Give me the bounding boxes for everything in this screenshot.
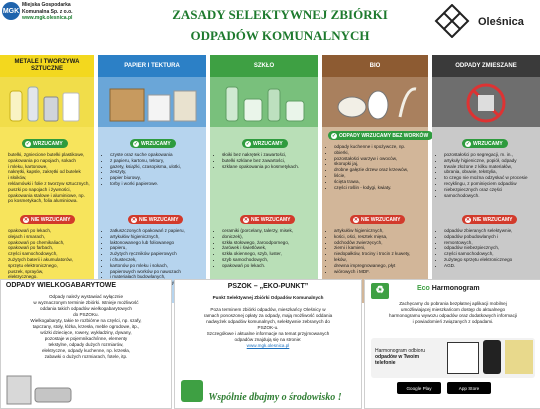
list-item: • artykułów higienicznych, xyxy=(110,234,212,240)
app-text xyxy=(367,301,539,325)
column-body xyxy=(0,127,94,303)
text-line: wózki dziecięce, rowery, wykładziny, dywany, xyxy=(40,330,132,335)
promo-text xyxy=(375,348,439,366)
yes-list xyxy=(326,144,434,190)
text-line: nadwyżek odpadów komunalnych, selektywnie zebranych do xyxy=(206,319,330,324)
glass-jars-icon xyxy=(210,77,318,127)
text-line: tekstylne, odpady dużych rozmiarów, xyxy=(48,342,124,347)
company-line-2: Komunalna Sp. z o.o. xyxy=(22,8,73,15)
promo-line-2: odpadów w Twoim telefonie xyxy=(375,354,420,366)
column-body xyxy=(98,127,206,303)
list-item: • i chusteczek, xyxy=(110,257,212,263)
check-icon: ✓ xyxy=(245,140,251,147)
list-item: • części samochodowych, xyxy=(8,251,92,257)
list-item: • szkła stołowego, żaroodpornego, xyxy=(222,240,324,246)
text-line: Wielkogabaryty, takie te rozbiórne na części, np. szafy, xyxy=(30,318,142,323)
list-item: • opakowań po lekach. xyxy=(222,263,324,269)
list-item: • elektrycznego. xyxy=(8,274,92,280)
bulky-waste-panel xyxy=(0,279,172,409)
metals-plastics-image xyxy=(0,77,94,127)
cross-icon: ✕ xyxy=(243,216,249,223)
list-item: • zużytych ręczników papierowych xyxy=(110,251,212,257)
list-item: • części roślin - łodygi, kwiaty. xyxy=(334,185,434,191)
column-mixed xyxy=(432,55,540,303)
bulky-title: ODPADY WIELKOGABARYTOWE xyxy=(5,282,117,289)
column-metals-plastics xyxy=(0,55,94,303)
check-icon: ✓ xyxy=(133,140,139,147)
list-item: • odpadów pobudowlanych i xyxy=(444,234,540,240)
google-play-button[interactable]: Google Play xyxy=(397,382,441,394)
list-item: • szklane opakowania po kosmetykach. xyxy=(222,164,322,170)
list-item: • sprzętu elektronicznego, xyxy=(8,263,92,269)
list-item: • artykułów higienicznych, xyxy=(334,228,434,234)
text-line: oddania takich odpadów wielkogabarytowych xyxy=(40,306,132,311)
list-item: • i słoików, xyxy=(8,175,92,181)
list-item: • nakrętki, kapsle, zakrętki od butelek xyxy=(8,169,92,175)
mgk-logo xyxy=(2,2,20,20)
no-badge xyxy=(350,215,405,224)
list-item: • szyb samochodowych, xyxy=(222,257,324,263)
list-item: • kości, ości, resztek mięsa, xyxy=(334,234,434,240)
check-icon: ✓ xyxy=(331,132,337,139)
no-badge xyxy=(240,215,295,224)
list-item: • skorupki jaj, xyxy=(334,161,434,167)
cross-icon: ✕ xyxy=(353,216,359,223)
list-item: • szkła okiennego, szyb, luster, xyxy=(222,251,324,257)
list-item: • ubrania, obuwie, tekstylia, xyxy=(444,169,540,175)
cross-icon: ✕ xyxy=(131,216,137,223)
list-item: • opakowania po napojach, sokach xyxy=(8,158,92,164)
list-item: • odchodów zwierzęcych, xyxy=(334,240,434,246)
list-item: • opakowań po chemikaliach, xyxy=(8,240,92,246)
bins-icon xyxy=(505,340,533,374)
list-item: • opakowań po lekach, xyxy=(8,228,92,234)
no-badge xyxy=(462,215,517,224)
yes-list xyxy=(214,152,322,169)
yes-label: WRZUCAMY xyxy=(141,140,171,147)
list-item: • pozostałości warzyw i owoców, xyxy=(334,156,434,162)
list-item: • butelki, zgniecione butelki plastikowe, xyxy=(8,152,92,158)
check-icon: ✓ xyxy=(465,140,471,147)
yes-label: WRZUCAMY xyxy=(473,140,503,147)
list-item: • zużytego sprzętu elektronicznego xyxy=(444,257,540,263)
qr-code-icon xyxy=(447,342,479,374)
list-item: • zużytych baterii i akumulatorów, xyxy=(8,257,92,263)
text-line: pozostaje w pojemnikach/inne, elementy xyxy=(44,336,128,341)
phone-icon xyxy=(483,340,501,374)
column-title: BIO xyxy=(322,55,428,77)
column-title: PAPIER I TEKTURA xyxy=(98,55,206,77)
mixed-waste-icon xyxy=(432,77,540,127)
no-label: NIE WRZUCAMY xyxy=(31,216,71,223)
list-item: • zeszyty, xyxy=(110,169,210,175)
no-list xyxy=(436,228,540,269)
list-item: • puszki po napojach i żywności, xyxy=(8,187,92,193)
column-bio xyxy=(322,55,428,303)
pszok-link[interactable]: www.mgk.olesnica.pl xyxy=(246,343,290,348)
yes-label: ODPADY WRZUCAMY BEZ WORKÓW xyxy=(339,132,429,139)
city-name: Oleśnica xyxy=(478,16,524,28)
page-title xyxy=(130,4,430,46)
list-item: • i materiałach budowlanych, xyxy=(110,274,212,280)
app-promo xyxy=(371,338,535,378)
list-item: • niebezpiecznych oraz części xyxy=(444,187,540,193)
promo-line-1: Harmonogram odbioru xyxy=(375,348,426,354)
text-line: tapczany, stoły, łóżka, krzesła, meble ogrodowe, itp., xyxy=(32,324,140,329)
no-label: NIE WRZUCAMY xyxy=(251,216,291,223)
list-item: • doniczek), xyxy=(222,234,324,240)
list-item: • części samochodowych, xyxy=(444,251,540,257)
list-item: • to czego nie można odzyskać w procesie xyxy=(444,175,540,181)
no-list xyxy=(214,228,324,269)
column-body xyxy=(322,127,428,303)
list-item: • gazety, książki, czasopisma, ulotki, xyxy=(110,164,210,170)
column-glass xyxy=(210,55,318,303)
text-line: Odpady należy wystawiać wyłącznie xyxy=(48,294,124,299)
list-item: • reklamówki i folie z tworzyw sztucznych, xyxy=(8,181,92,187)
yes-list xyxy=(102,152,210,187)
text-line: PSZOK-u. xyxy=(257,325,279,330)
list-item: • opakowań po farbach, xyxy=(8,245,92,251)
list-item: • papieru, xyxy=(110,245,212,251)
no-label: NIE WRZUCAMY xyxy=(139,216,179,223)
list-item: • puszek, sprayów, xyxy=(8,269,92,275)
paper-boxes-icon xyxy=(98,77,206,127)
list-item: • odpady kuchenne i spożywcze, np. xyxy=(334,144,434,150)
list-item: • zatłuszczonych opakowań z papieru, xyxy=(110,228,212,234)
list-item: • niedopałków, trociny i trocin z kuwety, xyxy=(334,251,434,257)
glass-image xyxy=(210,77,318,127)
city-logo xyxy=(430,4,540,38)
list-item: • remontowych, xyxy=(444,240,540,246)
no-list xyxy=(0,228,92,280)
app-title-prefix: Eco xyxy=(417,285,430,292)
list-item: • torby i worki papierowe. xyxy=(110,181,210,187)
company-info xyxy=(22,2,73,22)
text-line: odpadów znajdują się na stronie: xyxy=(234,337,302,342)
pszok-panel xyxy=(174,279,362,409)
list-item: • po kosmetykach, folia aluminiowa. xyxy=(8,198,92,204)
list-item: • laktonowanego lub foliowanego xyxy=(110,240,212,246)
list-item: • recyklingu, z pominięciem odpadów xyxy=(444,181,540,187)
list-item: • drobne gałęzie drzew oraz krzewów, xyxy=(334,167,434,173)
list-item: • liście, xyxy=(334,173,434,179)
eco-app-icon: ♻ xyxy=(371,283,389,299)
list-item: • odpadów zbieranych selektywnie, xyxy=(444,228,540,234)
list-item: • ziemi i kamieni, xyxy=(334,245,434,251)
text-line: do PSZOKu. xyxy=(73,312,99,317)
check-icon: ✓ xyxy=(25,140,31,147)
text-line: elektryczne, odpady kuchenne, np. krzesła, xyxy=(41,348,131,353)
list-item: • ceramiki (porcelany, talerzy, misek, xyxy=(222,228,324,234)
title-line-2: ODPADÓW KOMUNALNYCH xyxy=(190,28,370,43)
list-item: • papier biurowy, xyxy=(110,175,210,181)
list-item: • z papieru, kartonu, tektury, xyxy=(110,158,210,164)
text-line: Poza terminem zbiórki odpadów, mieszkańcy Oleśnicy w xyxy=(210,307,326,312)
no-list xyxy=(102,228,212,286)
yes-badge xyxy=(328,131,433,140)
pszok-text xyxy=(179,307,357,349)
list-item: • słoiki bez nakrętek i zawartości, xyxy=(222,152,322,158)
pszok-subtitle: Punkt Selektywnej Zbiórki Odpadów Komunalnych xyxy=(212,295,324,300)
yes-badge xyxy=(22,139,68,148)
yes-label: WRZUCAMY xyxy=(253,140,283,147)
app-title-text: Harmonogram xyxy=(431,285,480,292)
title-line-1: ZASADY SELEKTYWNEJ ZBIÓRKI xyxy=(172,7,388,22)
column-body xyxy=(432,127,540,303)
furniture-icon xyxy=(5,372,75,406)
logo-text: MGK xyxy=(2,7,20,15)
yes-list xyxy=(0,152,92,204)
list-item: • czyste oraz suche opakowania xyxy=(110,152,210,158)
list-item: • opakowania stalowe i aluminiowe, np. xyxy=(8,193,92,199)
cross-icon: ✕ xyxy=(23,216,29,223)
mixed-image xyxy=(432,77,540,127)
list-item: • kartonów po mleku i sokach, xyxy=(110,263,212,269)
list-item: • trwale złożone z kilku materiałów, xyxy=(444,164,540,170)
bio-waste-icon xyxy=(322,77,428,127)
text-line: ramach ponoszonej opłaty za odpady, mają możliwość oddania xyxy=(203,313,333,318)
slogan: Wspólnie dbajmy o środowisko ! xyxy=(208,392,342,403)
list-item: • ścięta trawa, xyxy=(334,179,434,185)
company-url[interactable]: www.mgk.olesnica.pl xyxy=(22,15,73,21)
no-badge xyxy=(20,215,75,224)
text-line: w wyznaczonym terminie zbiórki. Istnieje możliwość xyxy=(33,300,139,305)
city-crest-icon xyxy=(430,4,474,38)
text-line: Szczegółowe i aktualne informacje na temat przyjmowanych xyxy=(206,331,330,336)
list-item: • butelki szklane bez zawartości, xyxy=(222,158,322,164)
text-line: harmonogramu wywozu odpadów oraz dodatkowych informacji xyxy=(389,313,517,318)
yes-badge xyxy=(242,139,288,148)
yes-list xyxy=(436,152,540,198)
text-line: i powiadomień związanych z odpadami. xyxy=(412,319,494,324)
list-item: • odpadów niebezpiecznych, xyxy=(444,245,540,251)
pszok-title: PSZOK – „EKO-PUNKT” xyxy=(227,283,309,290)
text-line: zabawki o dużych rozmiarach, fotele, itp. xyxy=(44,354,128,359)
yes-badge xyxy=(462,139,508,148)
list-item: • leków, xyxy=(334,257,434,263)
bulky-text xyxy=(3,294,169,360)
no-label: NIE WRZUCAMY xyxy=(361,216,401,223)
list-item: • AGD. xyxy=(444,263,540,269)
column-title: SZKŁO xyxy=(210,55,318,77)
bottles-cans-icon xyxy=(0,77,94,127)
column-body xyxy=(210,127,318,303)
list-item: • żarówek i świetlówek, xyxy=(222,245,324,251)
yes-label: WRZUCAMY xyxy=(33,140,63,147)
column-title: METALE I TWORZYWA SZTUCZNE xyxy=(0,55,94,77)
app-store-button[interactable]: App Store xyxy=(447,382,491,394)
column-paper xyxy=(98,55,206,303)
list-item: • olejach i smarach, xyxy=(8,234,92,240)
column-title: ODPADY ZMIESZANE xyxy=(432,55,540,77)
list-item: • drewna impregnowanego, płyt xyxy=(334,263,434,269)
no-list xyxy=(326,228,434,274)
list-item: • i mleku, kartonowe, xyxy=(8,164,92,170)
list-item: • papierowych worków po nawozach xyxy=(110,269,212,275)
list-item: • wiórowych i MDF. xyxy=(334,269,434,275)
list-item: • obierki, xyxy=(334,150,434,156)
app-title xyxy=(417,285,480,292)
company-line-1: Miejska Gospodarka xyxy=(22,2,71,8)
list-item: • artykuły higieniczne, popiół, odpady xyxy=(444,158,540,164)
bio-image xyxy=(322,77,428,127)
app-panel xyxy=(364,279,540,409)
cross-icon: ✕ xyxy=(465,216,471,223)
list-item: • samochodowych. xyxy=(444,193,540,199)
no-label: NIE WRZUCAMY xyxy=(473,216,513,223)
list-item: • pozostałości po segregacji, m. in., xyxy=(444,152,540,158)
text-line: Zachęcamy do pobrania bezpłatnej aplikacji mobilnej xyxy=(399,301,507,306)
no-badge xyxy=(128,215,183,224)
yes-badge xyxy=(130,139,176,148)
text-line: umożliwiającej mieszkańcom dostęp do aktualnego xyxy=(400,307,506,312)
paper-image xyxy=(98,77,206,127)
